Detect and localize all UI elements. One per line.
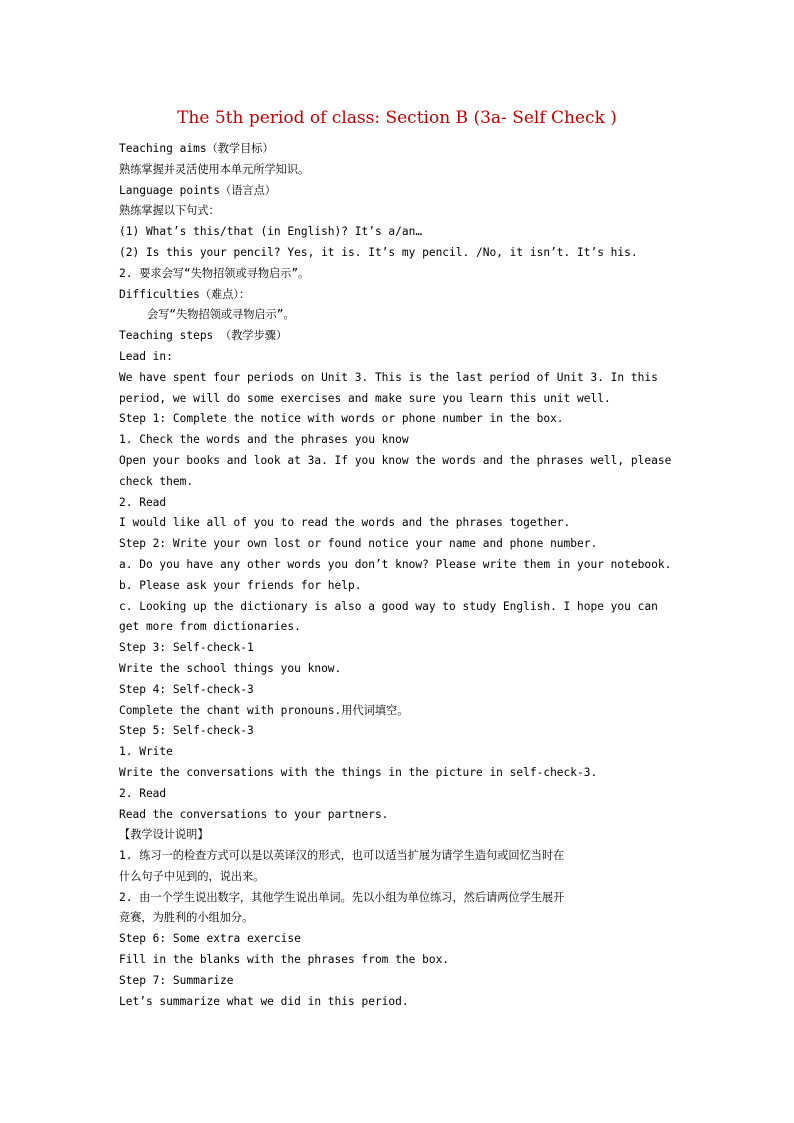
- step-heading: Step 7: Summarize: [119, 973, 234, 987]
- paragraph-line: 竞赛，为胜利的小组加分。: [119, 911, 254, 925]
- paragraph-line: Open your books and look at 3a. If you know the words and the phrases well, please: [119, 453, 672, 467]
- document-title: The 5th period of class: Section B (3a- Self Check ): [177, 108, 617, 128]
- paragraph-line: a. Do you have any other words you don’t know? Please write them in your notebook.: [119, 557, 672, 571]
- paragraph-line: 1. Write: [119, 745, 173, 759]
- heading-lead-in: Lead in:: [119, 349, 173, 363]
- paragraph-line: 2. Read: [119, 495, 167, 509]
- heading-teaching-steps: Teaching steps （教学步骤）: [119, 329, 288, 343]
- paragraph-line: Let’s summarize what we did in this period.: [119, 994, 409, 1008]
- step-heading: Step 4: Self-check-3: [119, 682, 254, 696]
- paragraph-line: check them.: [119, 474, 194, 488]
- paragraph-line: 1. 练习一的检查方式可以是以英译汉的形式，也可以适当扩展为请学生造句或回忆当时在: [119, 849, 565, 863]
- paragraph-line: 1. Check the words and the phrases you know: [119, 433, 409, 447]
- paragraph-line: Fill in the blanks with the phrases from the box.: [119, 953, 450, 967]
- heading-difficulties: Difficulties（难点）：: [119, 287, 251, 301]
- paragraph-line: period, we will do some exercises and make sure you learn this unit well.: [119, 391, 611, 405]
- paragraph-line: 2. 要求会写“失物招领或寻物启示”。: [119, 266, 310, 280]
- paragraph-line: Write the conversations with the things in the picture in self-check-3.: [119, 765, 598, 779]
- paragraph-line: 会写“失物招领或寻物启示”。: [147, 308, 295, 322]
- paragraph-line: 什么句子中见到的，说出来。: [119, 869, 265, 883]
- paragraph-line: We have spent four periods on Unit 3. This is the last period of Unit 3. In this: [119, 370, 658, 384]
- step-heading: Step 2: Write your own lost or found notice your name and phone number.: [119, 537, 598, 551]
- step-heading: Step 1: Complete the notice with words or phone number in the box.: [119, 412, 564, 426]
- step-heading: Step 5: Self-check-3: [119, 724, 254, 738]
- paragraph-line: b. Please ask your friends for help.: [119, 578, 362, 592]
- paragraph-line: 熟练掌握并灵活使用本单元所学知识。: [119, 162, 310, 176]
- paragraph-line: get more from dictionaries.: [119, 620, 301, 634]
- paragraph-line: c. Looking up the dictionary is also a good way to study English. I hope you can: [119, 599, 658, 613]
- paragraph-line: Read the conversations to your partners.: [119, 807, 389, 821]
- sentence-pattern-1: (1) What’s this/that (in English)? It’s a/an…: [119, 225, 423, 239]
- paragraph-line: Write the school things you know.: [119, 661, 342, 675]
- paragraph-line: 2. Read: [119, 786, 167, 800]
- sentence-pattern-2: (2) Is this your pencil? Yes, it is. It’s my pencil. /No, it isn’t. It’s his.: [119, 245, 638, 259]
- paragraph-line: 2. 由一个学生说出数字，其他学生说出单词。先以小组为单位练习，然后请两位学生展开: [119, 890, 565, 904]
- heading-teaching-aims: Teaching aims（教学目标）: [119, 142, 274, 155]
- paragraph-line: 熟练掌握以下句式：: [119, 204, 220, 218]
- heading-design-notes: 【教学设计说明】: [119, 828, 209, 842]
- step-heading: Step 6: Some extra exercise: [119, 932, 301, 946]
- heading-language-points: Language points（语言点）: [119, 183, 276, 197]
- document-body: [119, 139, 679, 1012]
- step-heading: Step 3: Self-check-1: [119, 641, 254, 655]
- paragraph-line: Complete the chant with pronouns.用代词填空。: [119, 703, 409, 717]
- paragraph-line: I would like all of you to read the words and the phrases together.: [119, 516, 571, 530]
